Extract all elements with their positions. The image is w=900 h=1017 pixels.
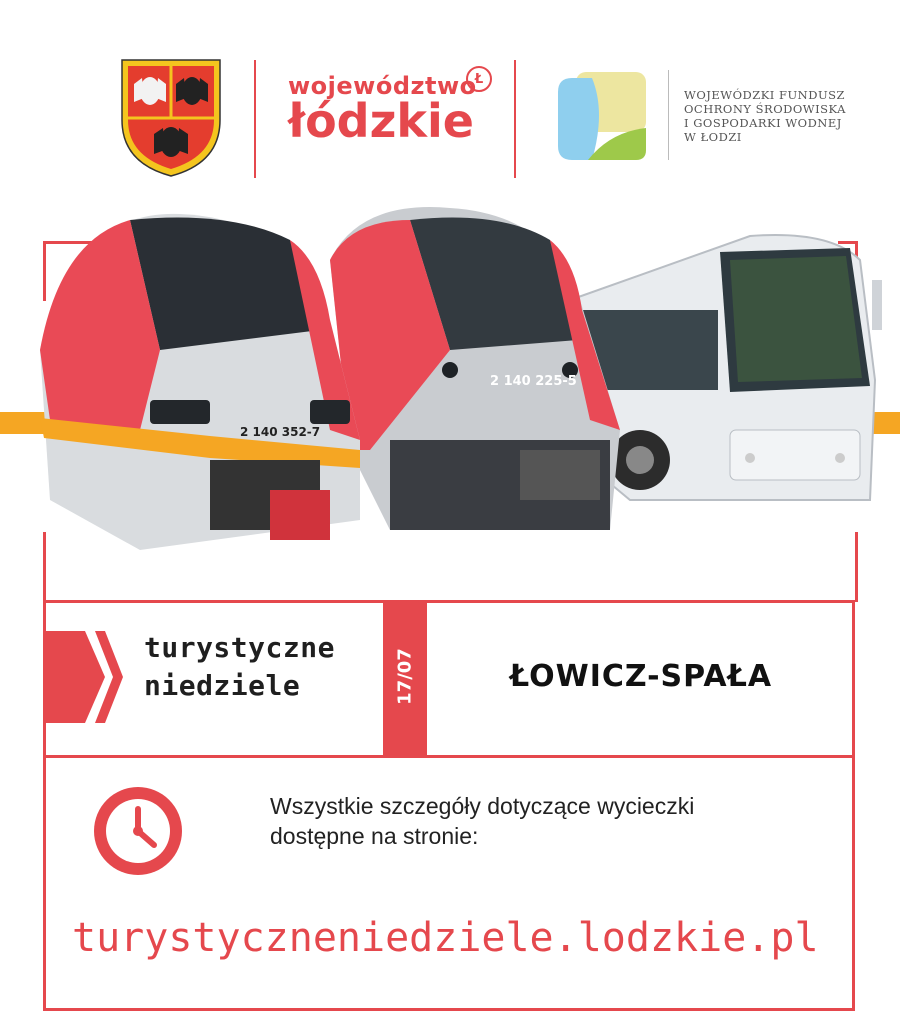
coat-of-arms-logo	[120, 58, 222, 178]
wfosigw-logo	[558, 72, 648, 162]
train-center-image	[330, 207, 620, 530]
clock-icon	[90, 783, 186, 879]
fund-divider	[668, 70, 669, 160]
fund-line-4: W ŁODZI	[684, 130, 742, 144]
fund-line-2: OCHRONY ŚRODOWISKA	[684, 102, 846, 116]
event-tag	[144, 629, 394, 705]
header-divider	[254, 60, 256, 178]
info-text	[270, 791, 840, 851]
event-row	[43, 600, 855, 758]
event-date: 17/07	[394, 648, 416, 705]
logo-badge-icon	[466, 66, 492, 92]
event-tag-line2: niedziele	[144, 669, 301, 702]
fund-line-3: I GOSPODARKI WODNEJ	[684, 116, 842, 130]
chevron-arrow-icon	[43, 631, 123, 723]
info-line2: dostępne na stronie:	[270, 823, 479, 849]
info-box	[43, 755, 855, 1011]
train1-number: 2 140 352-7	[240, 425, 321, 439]
fund-name	[684, 88, 884, 144]
train2-number: 2 140 225-5	[490, 374, 577, 389]
wojewodztwo-logo	[288, 72, 498, 164]
event-tag-line1: turystyczne	[144, 631, 335, 664]
train-left-image	[40, 214, 360, 550]
fund-line-1: WOJEWÓDZKI FUNDUSZ	[684, 88, 846, 102]
website-link[interactable]: turystyczneniedziele.lodzkie.pl	[72, 915, 819, 961]
date-box	[383, 600, 427, 758]
logo-badge-text: Ł	[474, 72, 484, 87]
vehicles-illustration	[30, 200, 890, 570]
info-line1: Wszystkie szczegóły dotyczące wycieczki	[270, 793, 695, 819]
header-divider-2	[514, 60, 516, 178]
event-destination: ŁOWICZ-SPAŁA	[509, 659, 773, 694]
logo-line2: łódzkie	[288, 94, 474, 148]
logo-line1: województwo	[288, 72, 477, 100]
